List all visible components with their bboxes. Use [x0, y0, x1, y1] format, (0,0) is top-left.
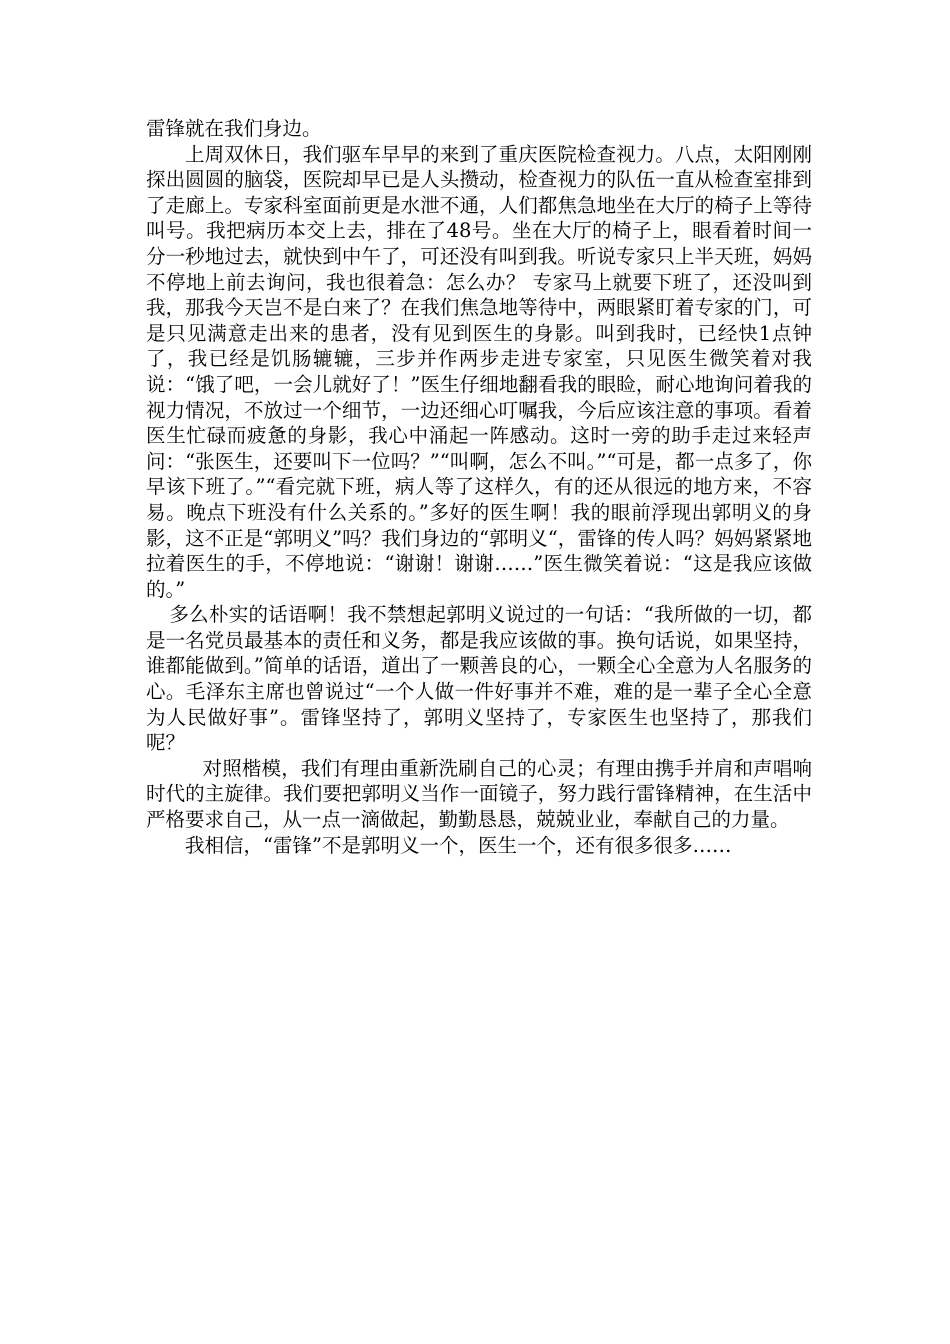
essay-body — [146, 116, 812, 858]
paragraph-hospital-story: 上周双休日，我们驱车早早的来到了重庆医院检查视力。八点，太阳刚刚探出圆圆的脑袋，医院却早已是人头攒动，检查视力的队伍一直从检查室排到了走廊上。专家科室面前更是水泄不通，人们都焦急地坐在大厅的椅子上等待叫号。我把病历本交上去，排在了48号。坐在大厅的椅子上，眼看着时间一分一秒地过去，就快到中午了，可还没有叫到我。听说专家只上半天班，妈妈不停地上前去询问，我也很着急：怎么办？ 专家马上就要下班了，还没叫到我，那我今天岂不是白来了？在我们焦急地等待中，两眼紧盯着专家的门，可是只见满意走出来的患者，没有见到医生的身影。叫到我时，已经快1点钟了，我已经是饥肠辘辘，三步并作两步走进专家室，只见医生微笑着对我说：“饿了吧，一会儿就好了！”医生仔细地翻看我的眼睑，耐心地询问着我的视力情况，不放过一个细节，一边还细心叮嘱我，今后应该注意的事项。看着医生忙碌而疲惫的身影，我心中涌起一阵感动。这时一旁的助手走过来轻声问：“张医生，还要叫下一位吗？”“叫啊，怎么不叫。”“可是，都一点多了，你早该下班了。”“看完就下班，病人等了这样久，有的还从很远的地方来，不容易。晚点下班没有什么关系的。”多好的医生啊！我的眼前浮现出郭明义的身影，这不正是“郭明义”吗？我们身边的“郭明义“，雷锋的传人吗？妈妈紧紧地拉着医生的手，不停地说：“谢谢！谢谢……”医生微笑着说：“这是我应该做的。” — [146, 142, 812, 601]
paragraph-role-model: 对照楷模，我们有理由重新洗刷自己的心灵；有理由携手并肩和声唱响时代的主旋律。我们要把郭明义当作一面镜子，努力践行雷锋精神，在生活中严格要求自己，从一点一滴做起，勤勤恳恳，兢兢业业，奉献自己的力量。 — [146, 756, 812, 832]
paragraph-guo-mingyi-quote: 多么朴实的话语啊！我不禁想起郭明义说过的一句话：“我所做的一切，都是一名党员最基本的责任和义务，都是我应该做的事。换句话说，如果坚持，谁都能做到。”简单的话语，道出了一颗善良的心，一颗全心全意为人名服务的心。毛泽东主席也曾说过“一个人做一件好事并不难，难的是一辈子全心全意为人民做好事”。雷锋坚持了，郭明义坚持了，专家医生也坚持了，那我们呢？ — [146, 603, 812, 755]
essay-title-line: 雷锋就在我们身边。 — [146, 117, 322, 140]
paragraph-conclusion: 我相信，“雷锋”不是郭明义一个，医生一个，还有很多很多…… — [185, 833, 732, 857]
